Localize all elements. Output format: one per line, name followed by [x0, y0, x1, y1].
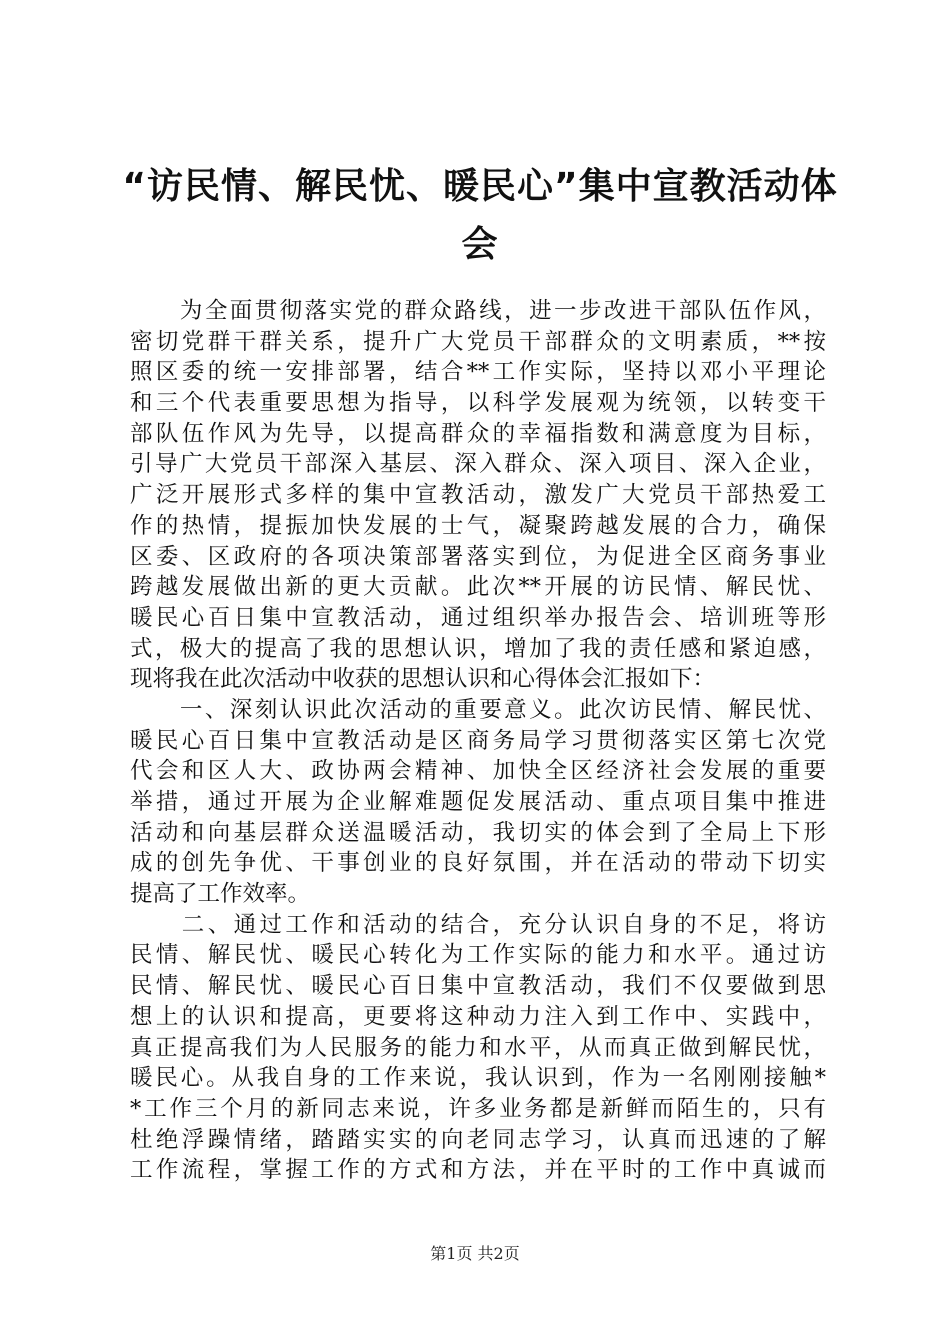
text-line: 民情、解民忧、暖民心转化为工作实际的能力和水平。通过访: [130, 942, 826, 969]
text-line: 引导广大党员干部深入基层、深入群众、深入项目、深入企业，: [130, 451, 826, 478]
page-footer: 第1页 共2页: [430, 1244, 520, 1263]
text-line: *工作三个月的新同志来说，许多业务都是新鲜而陌生的，只有: [130, 1095, 826, 1122]
text-line: 为全面贯彻落实党的群众路线，进一步改进干部队伍作风，: [130, 298, 826, 324]
text-line: 二、通过工作和活动的结合，充分认识自身的不足，将访: [130, 911, 826, 938]
text-line: 暖民心百日集中宣教活动是区商务局学习贯彻落实区第七次党: [130, 727, 826, 754]
text-line: 广泛开展形式多样的集中宣教活动，激发广大党员干部热爱工: [130, 482, 826, 509]
text-line: 成的创先争优、干事创业的良好氛围，并在活动的带动下切实: [130, 850, 826, 877]
text-line: 照区委的统一安排部署，结合**工作实际，坚持以邓小平理论: [130, 359, 826, 386]
document-title: “访民情、解民忧、暖民心”集中宣教活动体会: [122, 166, 838, 265]
text-line: 想上的认识和提高，更要将这种动力注入到工作中、实践中，: [130, 1003, 826, 1030]
text-line: 提高了工作效率。: [130, 881, 311, 908]
text-line: 部队伍作风为先导，以提高群众的幸福指数和满意度为目标，: [130, 420, 826, 447]
text-line: 现将我在此次活动中收获的思想认识和心得体会汇报如下：: [130, 666, 716, 693]
text-line: 活动和向基层群众送温暖活动，我切实的体会到了全局上下形: [130, 819, 826, 846]
text-line: 作的热情，提振加快发展的士气，凝聚跨越发展的合力，确保: [130, 512, 826, 539]
text-line: 区委、区政府的各项决策部署落实到位，为促进全区商务事业: [130, 543, 826, 570]
text-line: 跨越发展做出新的更大贡献。此次**开展的访民情、解民忧、: [130, 574, 826, 601]
text-line: 工作流程，掌握工作的方式和方法，并在平时的工作中真诚而: [130, 1157, 826, 1184]
text-line: 暖民心。从我自身的工作来说，我认识到，作为一名刚刚接触*: [130, 1065, 826, 1092]
text-line: 举措，通过开展为企业解难题促发展活动、重点项目集中推进: [130, 789, 826, 815]
text-line: 杜绝浮躁情绪，踏踏实实的向老同志学习，认真而迅速的了解: [130, 1126, 826, 1153]
text-line: 一、深刻认识此次活动的重要意义。此次访民情、解民忧、: [130, 696, 826, 723]
text-line: 式，极大的提高了我的思想认识，增加了我的责任感和紧迫感，: [130, 635, 826, 662]
document-body: [130, 296, 826, 1186]
text-line: 密切党群干群关系，提升广大党员干部群众的文明素质，**按: [130, 328, 826, 355]
text-line: 民情、解民忧、暖民心百日集中宣教活动，我们不仅要做到思: [130, 973, 826, 1000]
text-line: 暖民心百日集中宣教活动，通过组织举办报告会、培训班等形: [130, 604, 826, 631]
text-line: 代会和区人大、政协两会精神、加快全区经济社会发展的重要: [130, 758, 826, 785]
text-line: 真正提高我们为人民服务的能力和水平，从而真正做到解民忧，: [130, 1034, 826, 1061]
text-line: 和三个代表重要思想为指导，以科学发展观为统领，以转变干: [130, 390, 826, 417]
